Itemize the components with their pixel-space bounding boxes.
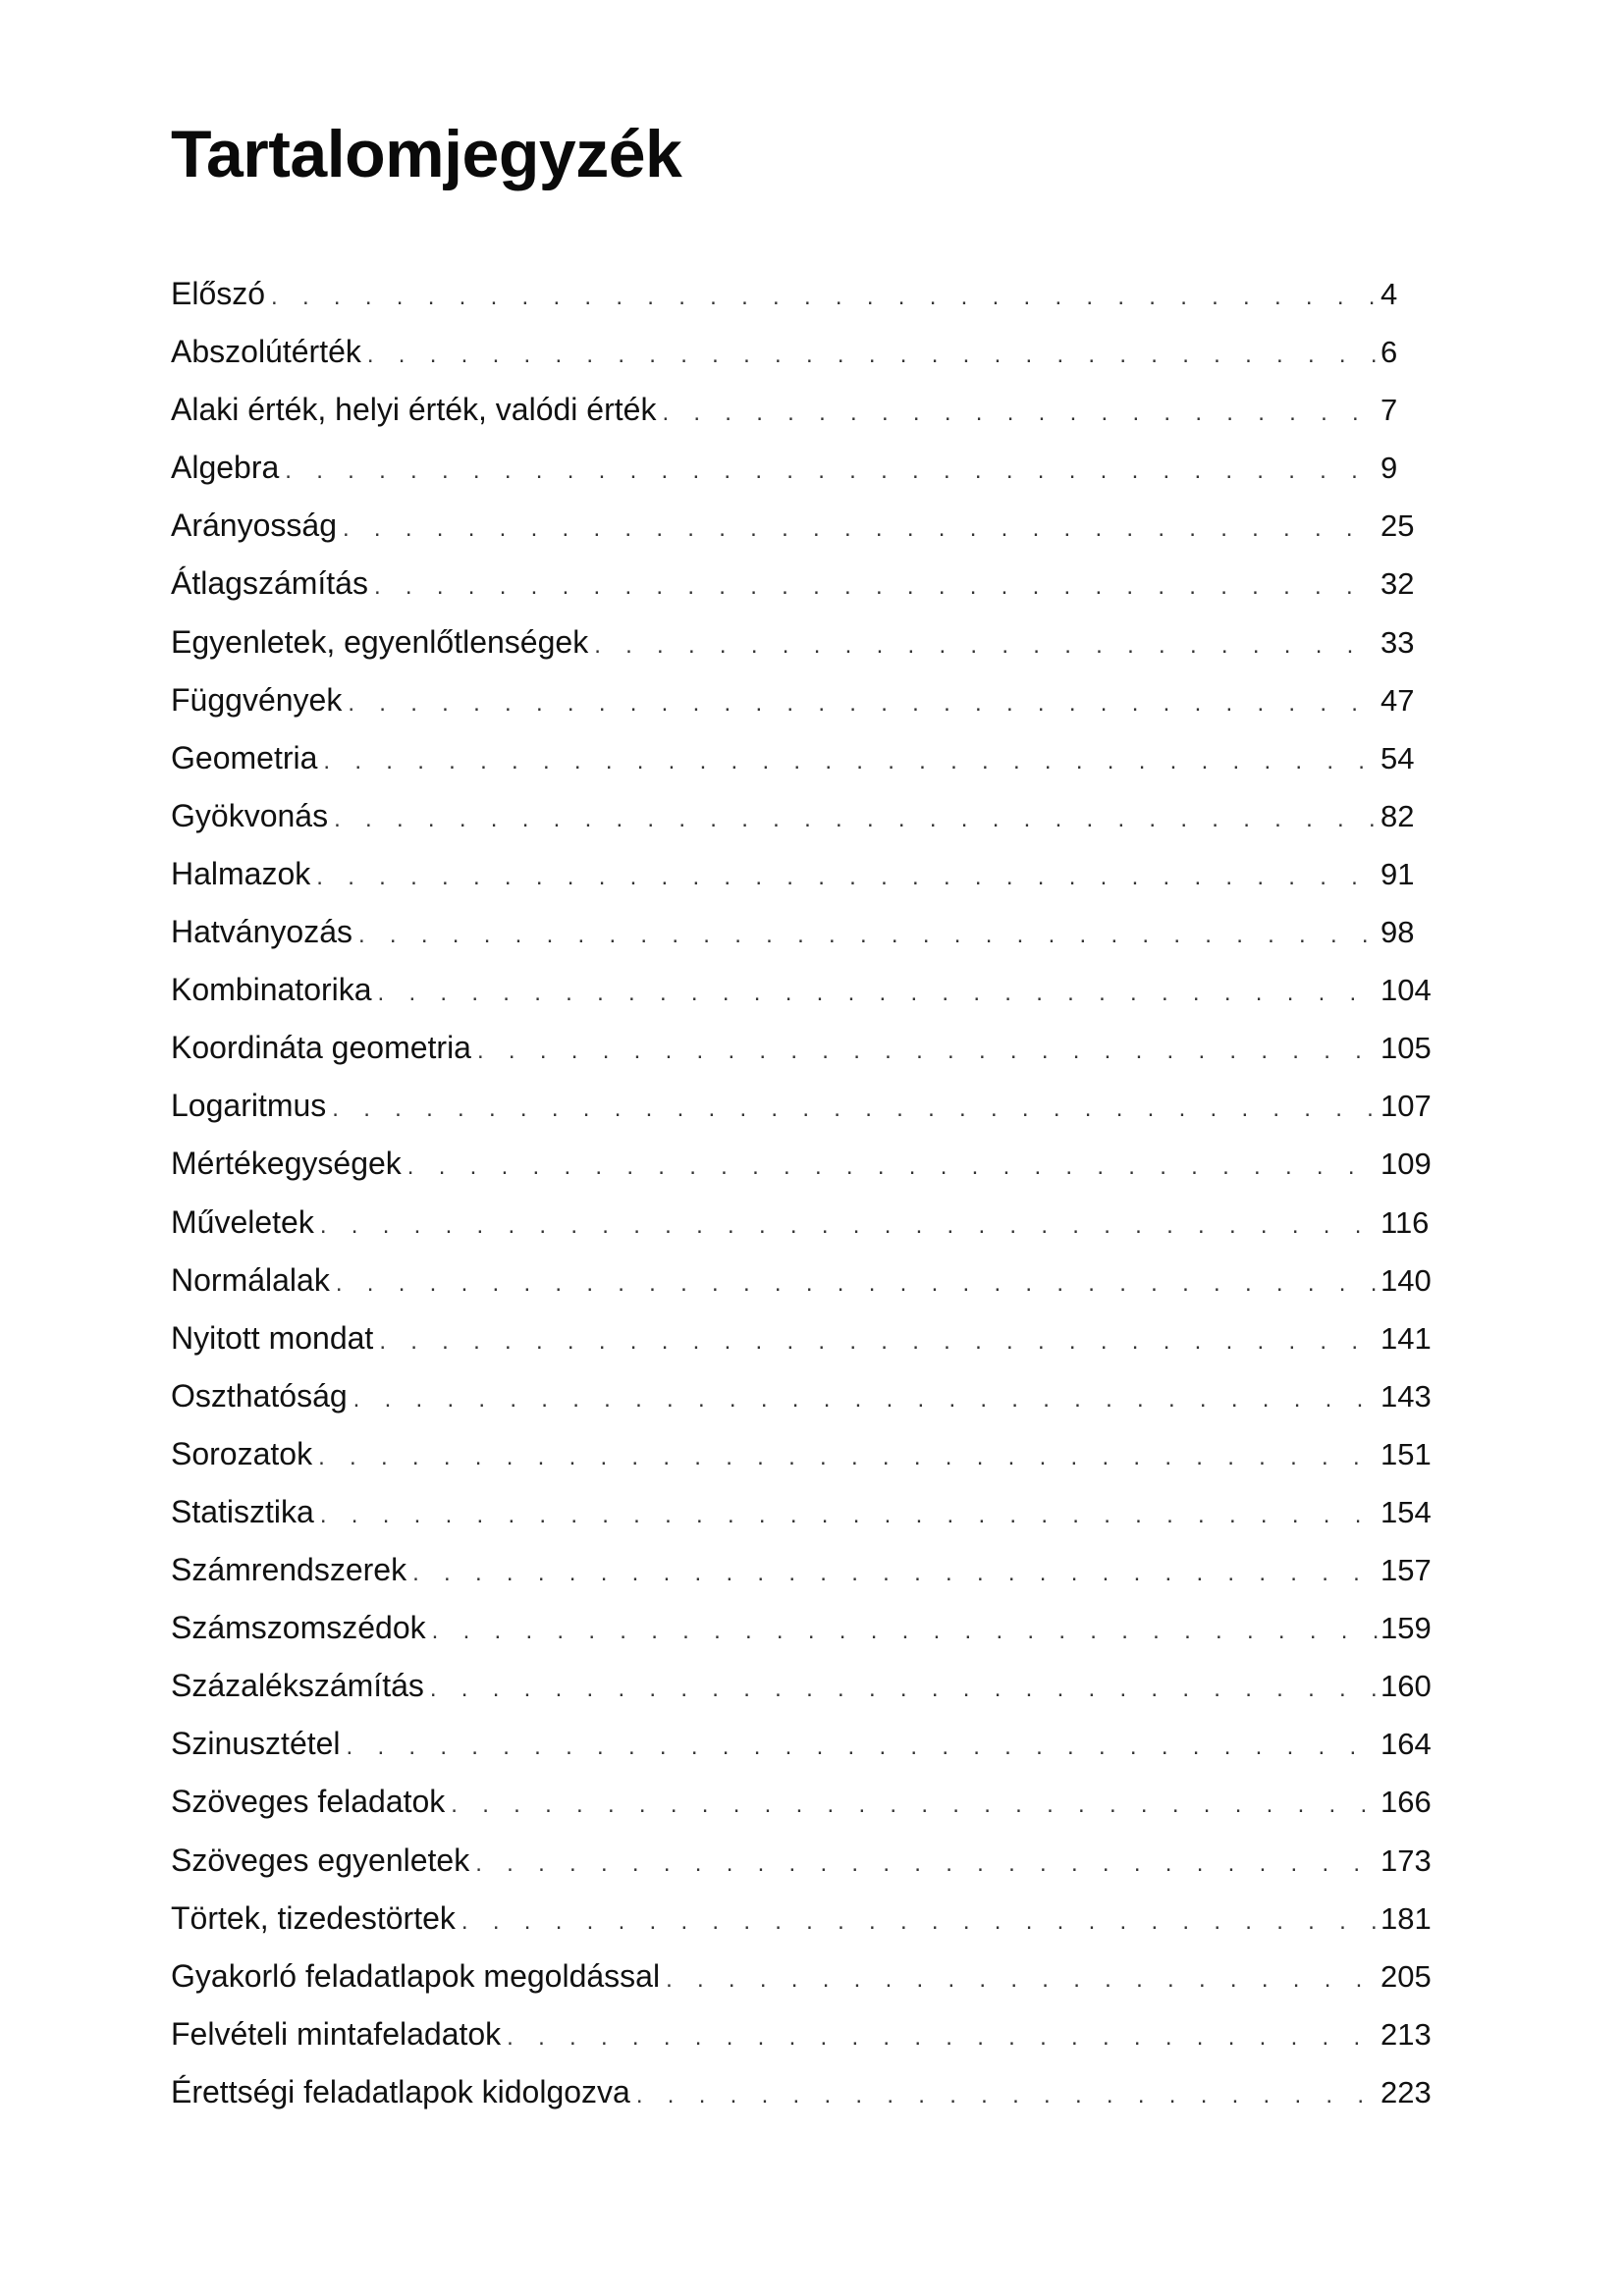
toc-entry-label: Kombinatorika	[171, 972, 372, 1008]
toc-entry-label: Szöveges egyenletek	[171, 1842, 470, 1878]
toc-entry-page: 9	[1380, 451, 1398, 486]
dot-leader	[320, 1197, 1379, 1255]
toc-entry[interactable]	[171, 2063, 1437, 2121]
toc-entry[interactable]	[171, 2005, 1437, 2063]
toc-entry-page: 7	[1380, 393, 1398, 428]
dot-leader	[334, 790, 1379, 848]
toc-entry[interactable]	[171, 787, 1437, 845]
toc-entry-label: Előszó	[171, 276, 266, 311]
toc-entry-label: Érettségi feladatlapok kidolgozva	[171, 2073, 630, 2109]
toc-entry[interactable]	[171, 1948, 1437, 2005]
toc-entry-page: 32	[1380, 566, 1415, 602]
toc-entry-label: Geometria	[171, 739, 318, 775]
toc-entry-page: 140	[1380, 1262, 1432, 1298]
toc-entry-page: 205	[1380, 1958, 1432, 1994]
toc-entry[interactable]	[171, 1657, 1437, 1715]
dot-leader	[336, 1255, 1379, 1312]
dot-leader	[271, 268, 1379, 326]
toc-entry[interactable]	[171, 1309, 1437, 1367]
toc-entry-page: 104	[1380, 973, 1432, 1008]
toc-entry-page: 213	[1380, 2016, 1432, 2052]
dot-leader	[412, 1544, 1379, 1602]
toc-entry[interactable]	[171, 614, 1437, 671]
toc-entry-label: Egyenletek, egyenlőtlenségek	[171, 623, 589, 660]
dot-leader	[407, 1138, 1379, 1196]
toc-entry-page: 107	[1380, 1089, 1432, 1124]
toc-entry-label: Nyitott mondat	[171, 1319, 374, 1356]
dot-leader	[285, 442, 1379, 500]
toc-entry-page: 154	[1380, 1494, 1432, 1529]
toc-entry-label: Arányosság	[171, 507, 337, 544]
toc-entry[interactable]	[171, 1252, 1437, 1309]
dot-leader	[353, 1370, 1379, 1428]
dot-leader	[347, 1718, 1379, 1776]
toc-entry-label: Mértékegységek	[171, 1146, 402, 1182]
dot-leader	[475, 1835, 1379, 1893]
toc-entry[interactable]	[171, 1367, 1437, 1425]
toc-entry-label: Műveletek	[171, 1203, 314, 1240]
dot-leader	[451, 1776, 1379, 1834]
dot-leader	[461, 1893, 1379, 1950]
toc-entry-label: Százalékszámítás	[171, 1668, 424, 1704]
toc-entry-page: 223	[1380, 2074, 1432, 2109]
toc-entry-label: Számszomszédok	[171, 1610, 426, 1646]
dot-leader	[320, 1486, 1379, 1544]
toc-entry-page: 157	[1380, 1553, 1432, 1588]
toc-entry-page: 141	[1380, 1320, 1432, 1356]
dot-leader	[379, 1312, 1379, 1370]
dot-leader	[378, 964, 1379, 1022]
dot-leader	[666, 1950, 1379, 2008]
toc-entry-page: 105	[1380, 1031, 1432, 1066]
dot-leader	[430, 1660, 1379, 1718]
toc-entry-label: Normálalak	[171, 1261, 330, 1298]
table-of-contents	[171, 265, 1437, 2121]
toc-entry[interactable]	[171, 1077, 1437, 1135]
toc-entry-page: 47	[1380, 682, 1415, 718]
toc-entry[interactable]	[171, 1890, 1437, 1948]
toc-entry-page: 98	[1380, 915, 1415, 950]
dot-leader	[358, 906, 1379, 964]
toc-entry-label: Gyökvonás	[171, 797, 329, 833]
dot-leader	[367, 326, 1379, 384]
dot-leader	[477, 1022, 1379, 1080]
toc-entry[interactable]	[171, 1425, 1437, 1483]
toc-entry-label: Számrendszerek	[171, 1552, 407, 1588]
dot-leader	[636, 2066, 1379, 2124]
toc-entry[interactable]	[171, 323, 1437, 381]
toc-entry[interactable]	[171, 265, 1437, 323]
toc-entry-page: 116	[1380, 1204, 1430, 1240]
toc-entry-page: 54	[1380, 740, 1415, 775]
toc-entry-page: 164	[1380, 1727, 1432, 1762]
toc-entry-label: Abszolútérték	[171, 334, 361, 370]
toc-entry[interactable]	[171, 497, 1437, 555]
toc-entry-label: Koordináta geometria	[171, 1030, 471, 1066]
toc-entry-page: 33	[1380, 624, 1415, 660]
toc-entry-label: Logaritmus	[171, 1088, 327, 1124]
toc-entry[interactable]	[171, 671, 1437, 729]
toc-entry-label: Törtek, tizedestörtek	[171, 1899, 456, 1936]
toc-entry-label: Algebra	[171, 450, 280, 486]
toc-entry-label: Felvételi mintafeladatok	[171, 2015, 502, 2052]
toc-entry-page: 166	[1380, 1785, 1432, 1820]
toc-entry[interactable]	[171, 1541, 1437, 1599]
toc-entry-page: 160	[1380, 1669, 1432, 1704]
toc-entry-page: 4	[1380, 277, 1398, 311]
dot-leader	[332, 1080, 1379, 1138]
toc-entry[interactable]	[171, 381, 1437, 439]
toc-entry-label: Szinusztétel	[171, 1726, 341, 1762]
toc-entry-label: Oszthatóság	[171, 1377, 348, 1414]
dot-leader	[432, 1602, 1379, 1660]
toc-entry[interactable]	[171, 1135, 1437, 1193]
toc-entry-page: 143	[1380, 1378, 1432, 1414]
toc-entry-label: Statisztika	[171, 1493, 314, 1529]
dot-leader	[507, 2008, 1379, 2066]
toc-entry[interactable]	[171, 961, 1437, 1019]
toc-entry-label: Átlagszámítás	[171, 565, 368, 602]
toc-entry-page: 151	[1380, 1436, 1432, 1471]
dot-leader	[594, 616, 1379, 674]
toc-entry-page: 181	[1380, 1900, 1432, 1936]
toc-entry[interactable]	[171, 1715, 1437, 1773]
toc-entry-label: Halmazok	[171, 855, 311, 891]
toc-entry-page: 109	[1380, 1147, 1432, 1182]
toc-entry-page: 25	[1380, 508, 1415, 544]
toc-entry[interactable]	[171, 555, 1437, 613]
toc-entry-label: Alaki érték, helyi érték, valódi érték	[171, 392, 657, 428]
dot-leader	[323, 732, 1379, 790]
toc-entry[interactable]	[171, 1773, 1437, 1831]
toc-entry-label: Gyakorló feladatlapok megoldással	[171, 1957, 661, 1994]
dot-leader	[348, 674, 1379, 732]
toc-entry[interactable]	[171, 439, 1437, 497]
toc-entry-label: Hatványozás	[171, 914, 352, 950]
toc-entry[interactable]	[171, 1832, 1437, 1890]
toc-entry-page: 6	[1380, 335, 1398, 370]
toc-entry-page: 91	[1380, 856, 1415, 891]
toc-entry[interactable]	[171, 1194, 1437, 1252]
toc-entry[interactable]	[171, 729, 1437, 787]
toc-entry[interactable]	[171, 1483, 1437, 1541]
toc-entry[interactable]	[171, 1599, 1437, 1657]
page-title: Tartalomjegyzék	[171, 117, 682, 191]
toc-entry-label: Sorozatok	[171, 1435, 313, 1471]
toc-entry[interactable]	[171, 1019, 1437, 1077]
toc-entry-page: 159	[1380, 1611, 1432, 1646]
dot-leader	[374, 558, 1379, 615]
dot-leader	[318, 1428, 1379, 1486]
toc-entry-label: Függvények	[171, 681, 343, 718]
toc-entry-page: 173	[1380, 1842, 1432, 1878]
dot-leader	[343, 500, 1379, 558]
toc-entry[interactable]	[171, 903, 1437, 961]
dot-leader	[316, 848, 1379, 906]
dot-leader	[662, 384, 1379, 442]
toc-entry-page: 82	[1380, 798, 1415, 833]
toc-entry[interactable]	[171, 845, 1437, 903]
toc-entry-label: Szöveges feladatok	[171, 1784, 446, 1820]
